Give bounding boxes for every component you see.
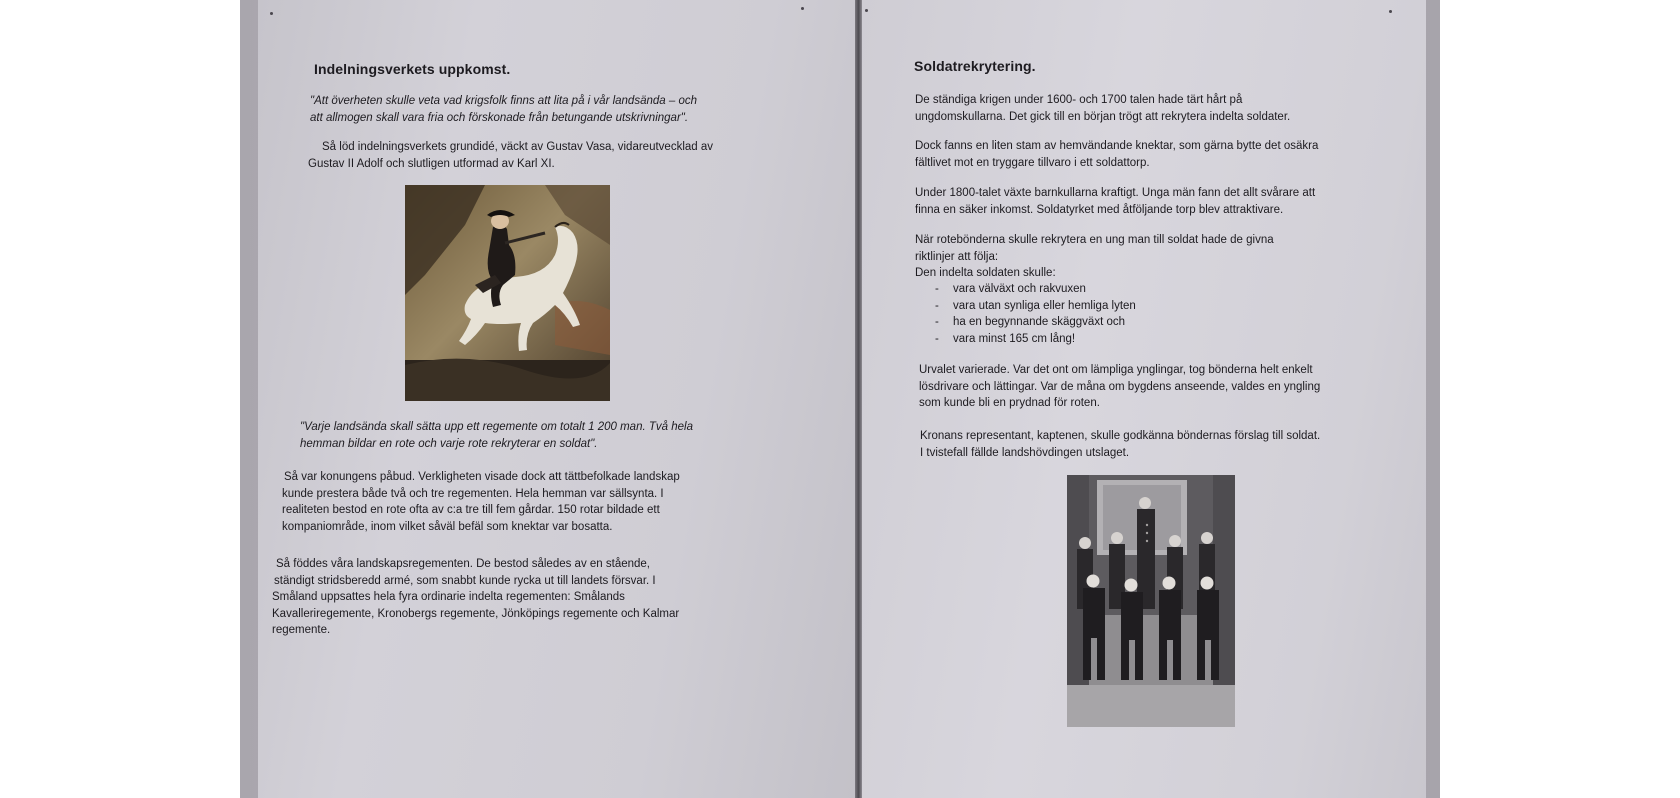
right-paragraph-1: De ständiga krigen under 1600- och 1700 talen hade tärt hårt på ungdomskullarna. Det gick till en början trögt att rekrytera indelta soldater. xyxy=(915,94,1291,123)
soldiers-group-photo xyxy=(1067,475,1235,727)
right-paragraph-3: Under 1800-talet växte barnkullarna kraftigt. Unga män fann det allt svårare att finna en säker inkomst. Soldatyrket med åtföljande torp blev attraktivare. xyxy=(915,187,1316,216)
pin-icon xyxy=(865,9,868,12)
list-item: - vara utan synliga eller hemliga lyten xyxy=(935,299,1136,312)
left-quote-2: "Varje landsända skall sätta upp ett regemente om totalt 1 200 man. Två hela hemman bildar en rote och varje rote rekryterar en soldat". xyxy=(300,421,693,450)
right-title: Soldatrekrytering. xyxy=(914,58,1036,74)
left-intro: Så löd indelningsverkets grundidé, väckt av Gustav Vasa, vidareutvecklad av Gustav II Adolf och slutligen utformad av Karl XI. xyxy=(308,141,713,170)
left-poster xyxy=(258,0,855,798)
equestrian-portrait-image xyxy=(405,185,610,401)
pin-icon xyxy=(270,12,273,15)
list-item: - vara minst 165 cm lång! xyxy=(935,332,1076,345)
right-paragraph-2: Dock fanns en liten stam av hemvändande knektar, som gärna bytte det osäkra fältlivet mot en tryggare tillvaro i ett soldattorp. xyxy=(915,140,1319,169)
pin-icon xyxy=(801,7,804,10)
soldiers-group-icon xyxy=(1067,475,1235,727)
list-item: - ha en begynnande skäggväxt och xyxy=(935,316,1125,328)
left-quote-1: "Att överheten skulle veta vad krigsfolk finns att lita på i vår landsända – och att allmogen skall vara fria och förskonade från betungande utskrivningar". xyxy=(310,95,697,124)
right-poster xyxy=(862,0,1426,798)
left-title: Indelningsverkets uppkomst. xyxy=(314,61,511,77)
requirements-list xyxy=(935,281,1136,347)
right-paragraph-5: Urvalet varierade. Var det ont om lämpliga ynglingar, tog bönderna helt enkelt lösdrivare och lättingar. Var de måna om bygdens anseende, valdes en yngling som kunde bli en prydnad för roten. xyxy=(919,364,1321,409)
list-item: - vara välväxt och rakvuxen xyxy=(935,283,1086,295)
left-paragraph-2: Så föddes våra landskapsregementen. De bestod således av en stående, ständigt stridsberedd armé, som snabbt kunde rycka ut till landets försvar. I Småland uppsattes hela fyra ordinarie indelta regementen: Smålands Kavalleriregemente, Kronobergs regemente, Jönköpings regemente och Kalmar regemente. xyxy=(272,558,680,636)
left-paragraph-1: Så var konungens påbud. Verkligheten visade dock att tättbefolkade landskap kunde prestera både två och tre regementen. Hela hemman var sällsynta. I realiteten bestod en rote ofta av c:a tre till fem gårdar. 150 rotar bildade ett kompaniområde, inom vilket såväl befäl som knektar var bosatta. xyxy=(282,471,680,533)
right-paragraph-6: Kronans representant, kaptenen, skulle godkänna böndernas förslag till soldat. I tvistefall fällde landshövdingen utslaget. xyxy=(920,430,1321,459)
pin-icon xyxy=(1389,10,1392,13)
horse-rider-icon xyxy=(405,185,610,401)
right-paragraph-4: När rotebönderna skulle rekrytera en ung man till soldat hade de givna riktlinjer att följa: Den indelta soldaten skulle: xyxy=(915,234,1274,279)
panel-divider xyxy=(855,0,862,798)
